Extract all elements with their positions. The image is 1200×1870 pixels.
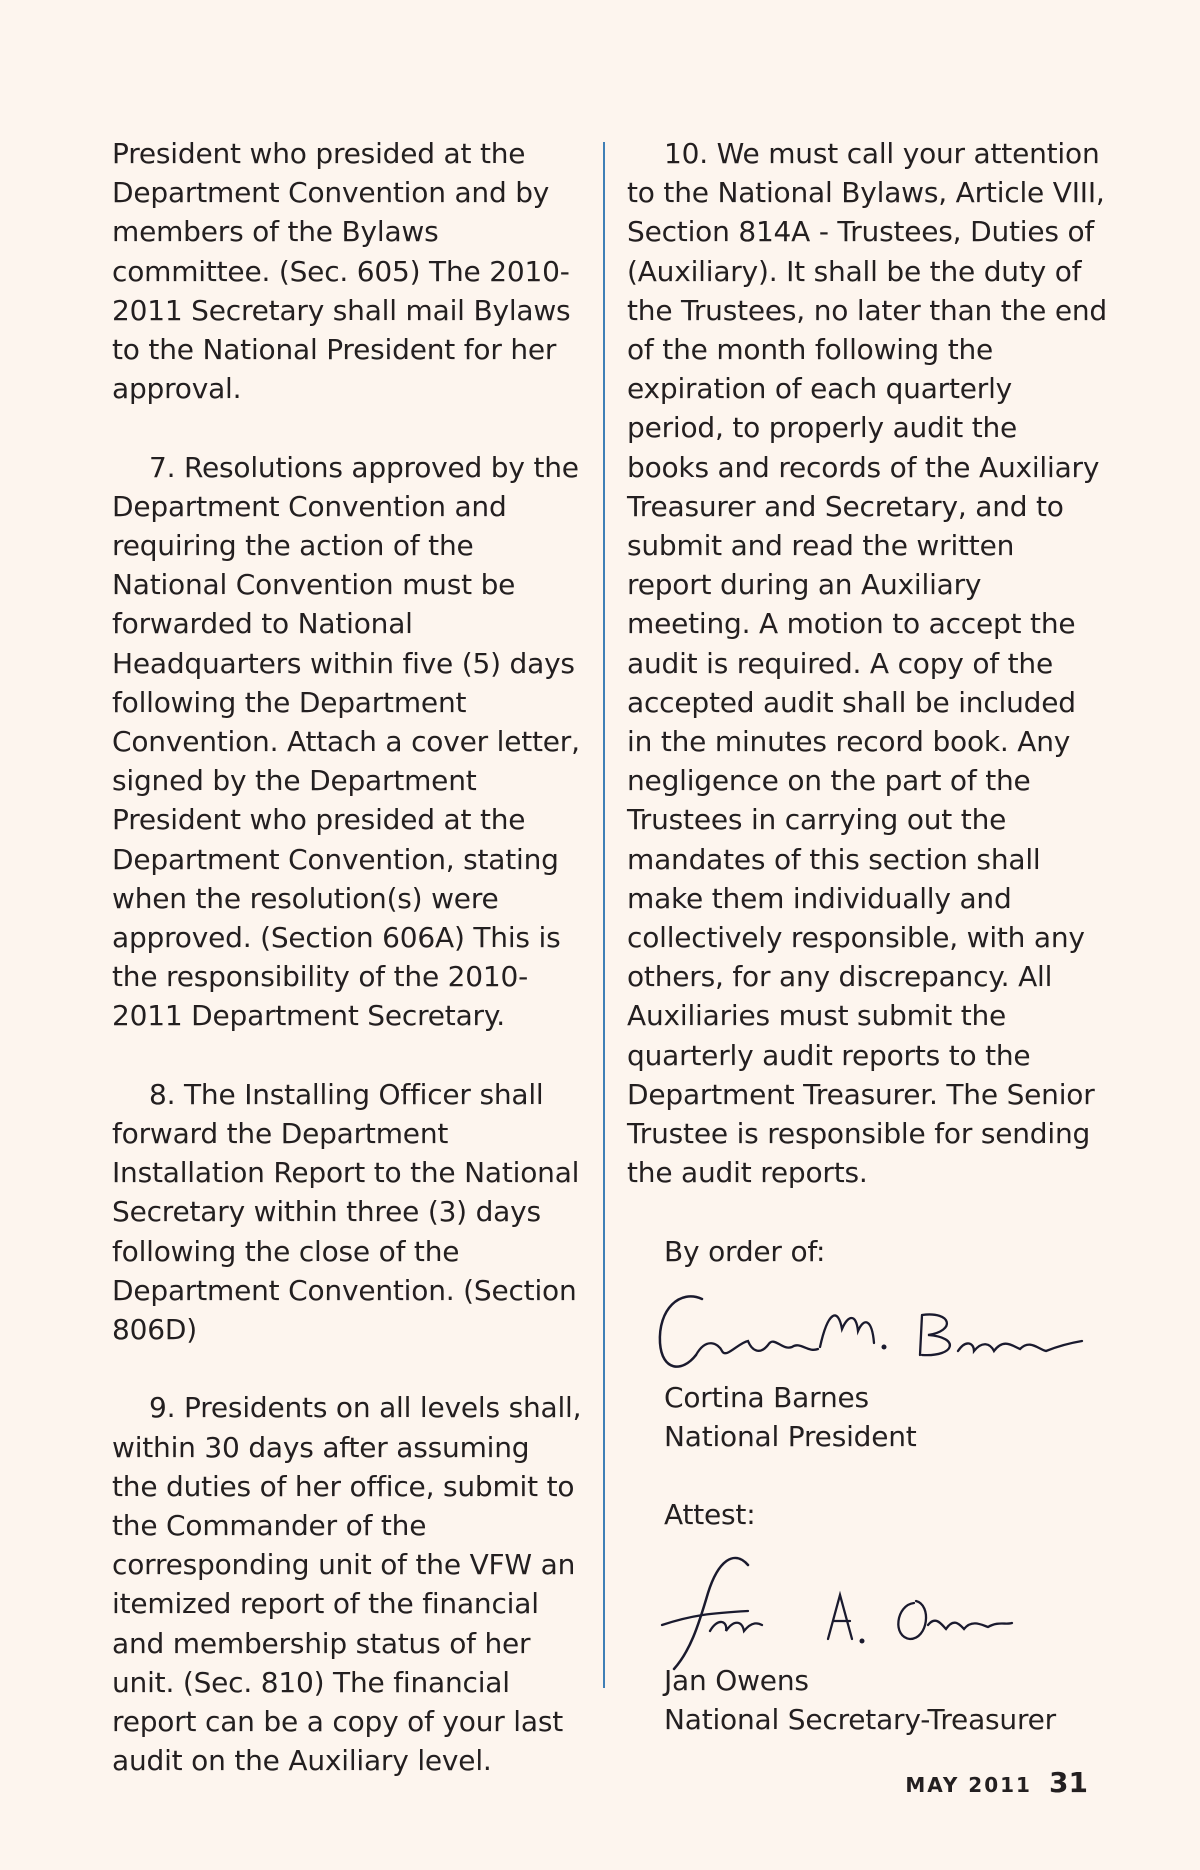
page-number: 31 bbox=[1049, 1766, 1088, 1799]
column-divider bbox=[603, 142, 605, 1688]
paragraph-item-7: 7. Resolutions approved by the Department Convention and requiring the action of the National Convention must be forwarded to National Headquarters within five (5) days following the Department Convention. Attach a cover letter, signed by the Department President who presided at the Department Convention, stating when the resolution(s) were approved. (Section 606A) This is the responsibility of the 2010-2011 Department Secretary. bbox=[112, 450, 580, 1033]
signatory-2-title: National Secretary-Treasurer bbox=[664, 1702, 1056, 1736]
page-footer bbox=[905, 1766, 1088, 1799]
signatory-1-title: National President bbox=[664, 1420, 917, 1454]
paragraph-item-8: 8. The Installing Officer shall forward the Department Installation Report to the National Secretary within three (3) days following the close of the Department Convention. (Section 806D) bbox=[112, 1077, 580, 1347]
signature-jan-owens bbox=[652, 1543, 1107, 1685]
paragraph-continuation: President who presided at the Department Convention and by members of the Bylaws committee. (Sec. 605) The 2010-2011 Secretary shall mail Bylaws to the National President for her approval. bbox=[112, 137, 571, 406]
by-order-label: By order of: bbox=[664, 1234, 826, 1268]
signature-block bbox=[627, 1232, 1107, 1739]
signature-1-graphic bbox=[652, 1285, 1092, 1402]
footer-date: MAY 2011 bbox=[905, 1773, 1032, 1797]
signatory-2-name: Jan Owens bbox=[664, 1663, 809, 1697]
signature-2-graphic bbox=[652, 1543, 1072, 1685]
signature-cortina-barnes bbox=[652, 1285, 1107, 1402]
left-column bbox=[112, 134, 582, 1780]
attest-label: Attest: bbox=[664, 1498, 756, 1532]
right-column bbox=[627, 134, 1107, 1739]
signatory-1-name: Cortina Barnes bbox=[664, 1380, 869, 1414]
paragraph-item-9: 9. Presidents on all levels shall, within 30 days after assuming the duties of her office, submit to the Commander of the corresponding unit of the VFW an itemized report of the financial and membership status of her unit. (Sec. 810) The financial report can be a copy of your last audit on the Auxiliary level. bbox=[112, 1391, 582, 1778]
paragraph-item-10: 10. We must call your attention to the National Bylaws, Article VIII, Section 814A - Trustees, Duties of (Auxiliary). It shall be the duty of the Trustees, no later than the end of the month following the expiration of each quarterly period, to properly audit the books and records of the Auxiliary Treasurer and Secretary, and to submit and read the written report during an Auxiliary meeting. A motion to accept the audit is required. A copy of the accepted audit shall be included in the minutes record book. Any negligence on the part of the Trustees in carrying out the mandates of this section shall make them individually and collectively responsible, with any others, for any discrepancy. All Auxiliaries must submit the quarterly audit reports to the Department Treasurer. The Senior Trustee is responsible for sending the audit reports. bbox=[627, 137, 1107, 1190]
